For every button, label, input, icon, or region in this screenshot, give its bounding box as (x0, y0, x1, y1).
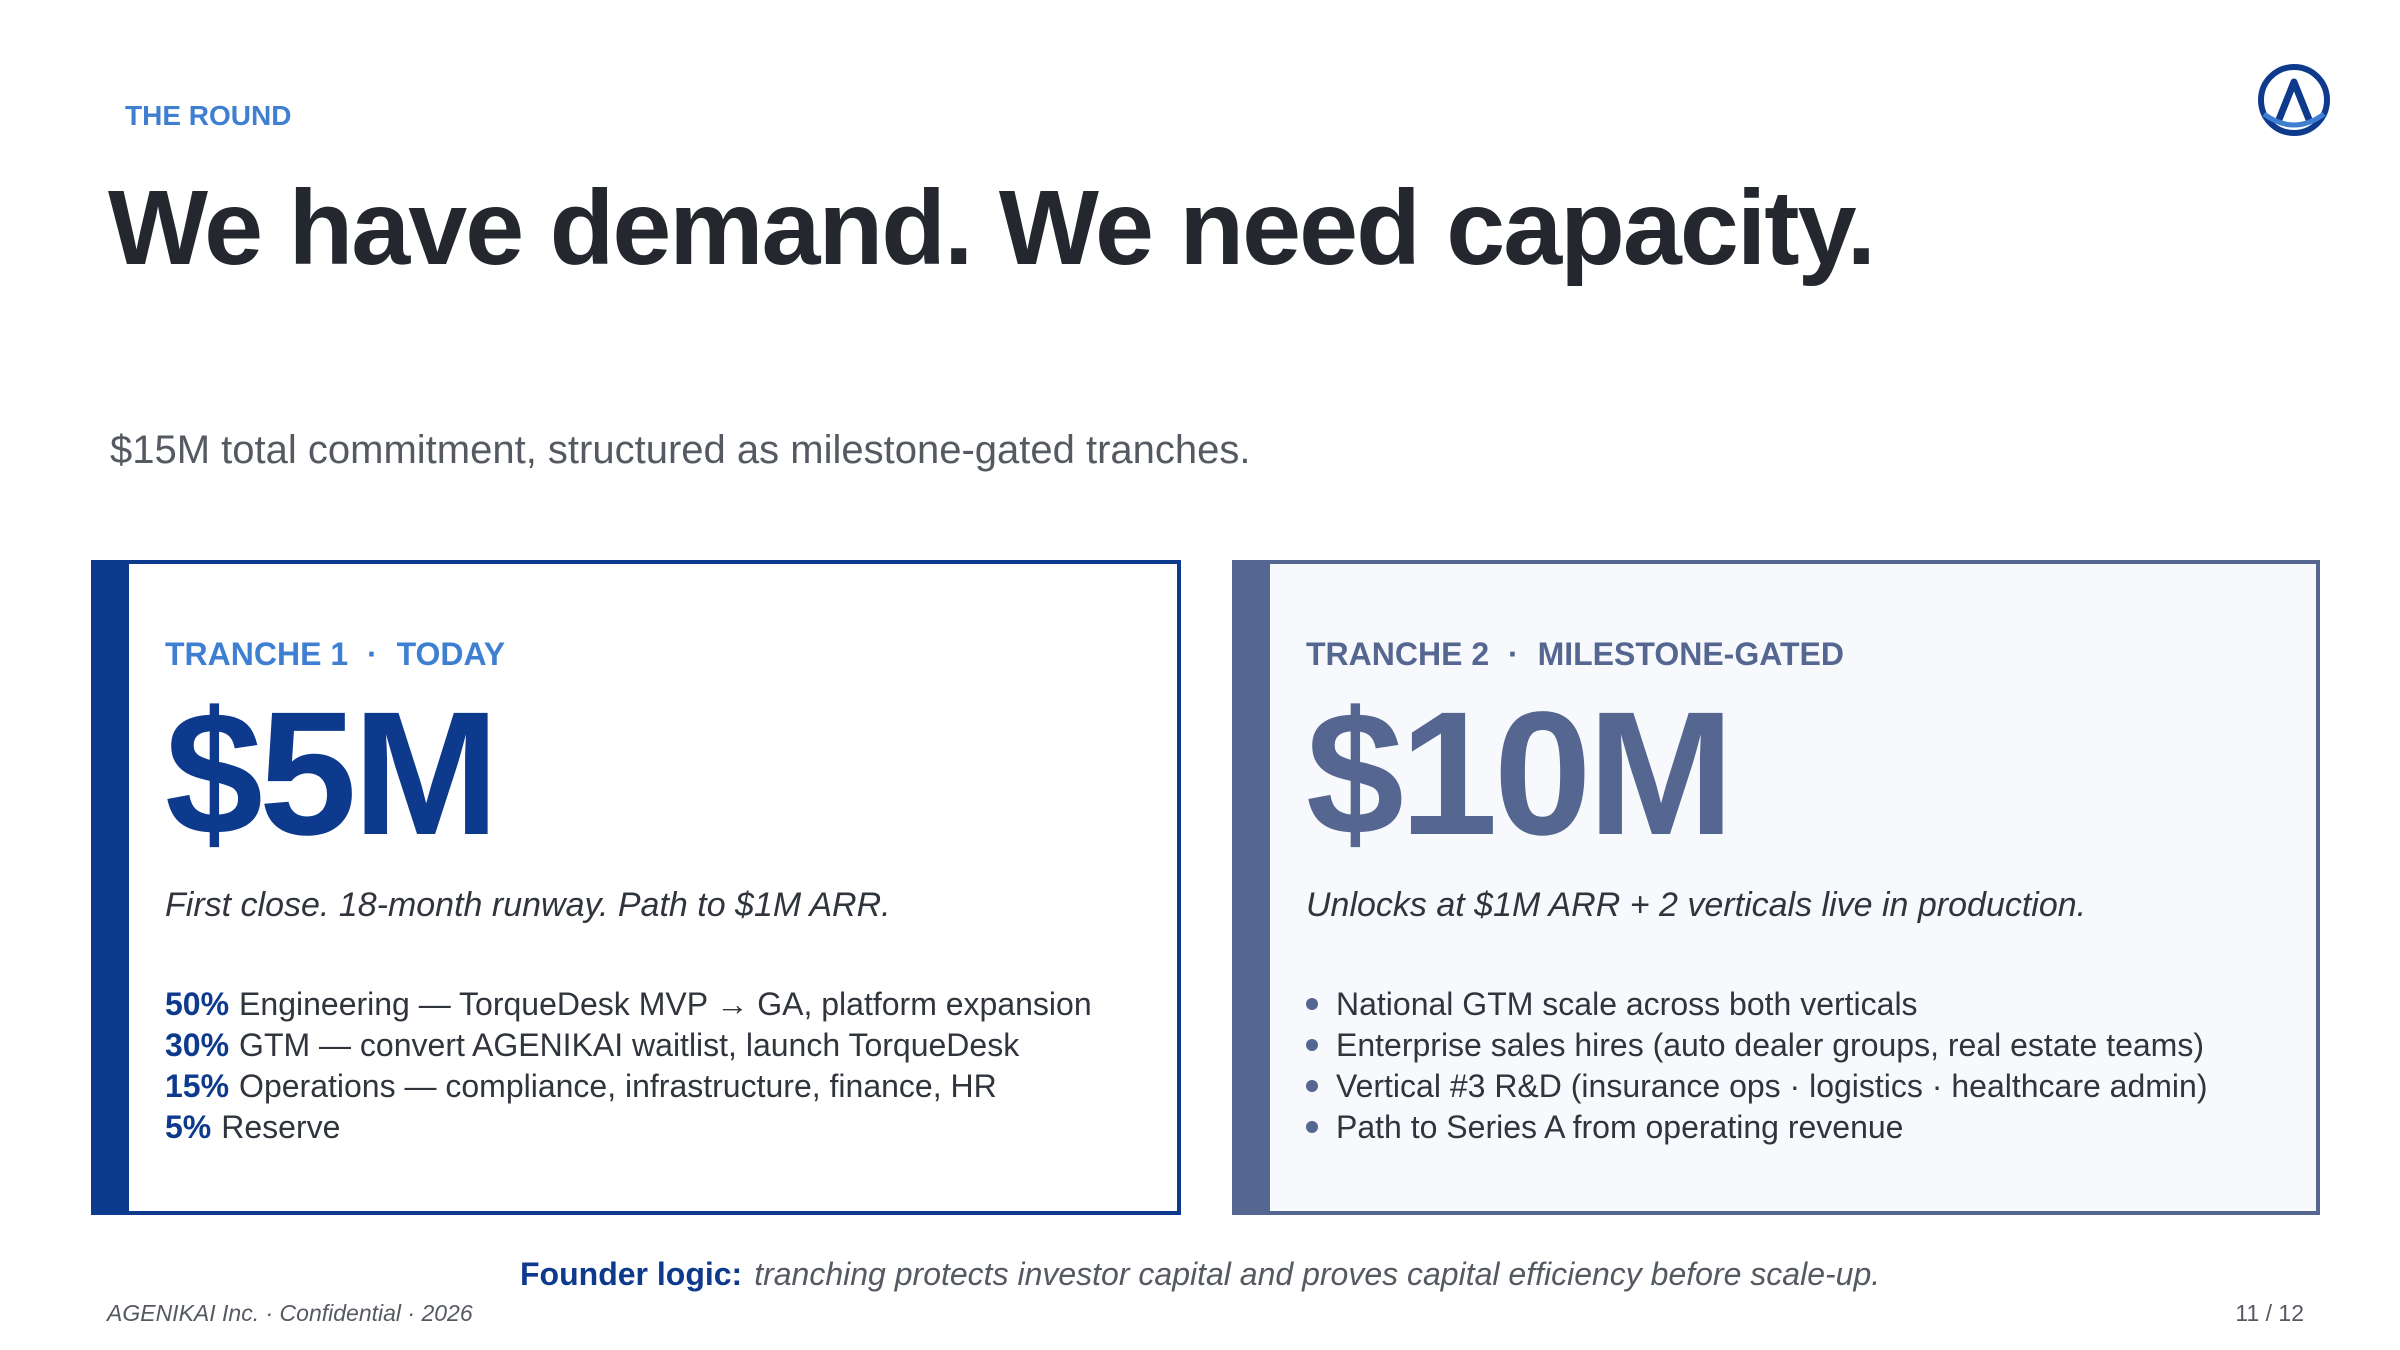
tranche-1-label-separator: · (367, 636, 378, 672)
founder-logic-text: tranching protects investor capital and proves capital efficiency before scale-up. (754, 1256, 1881, 1292)
agenikai-logo-icon (2256, 62, 2332, 138)
tranche-1-accent-bar (95, 564, 129, 1211)
footer-confidential: AGENIKAI Inc. · Confidential · 2026 (107, 1300, 473, 1326)
bullet-dot-icon (1306, 1039, 1318, 1051)
tranche-1-content (129, 564, 1177, 1211)
tranche-2-card (1232, 560, 2320, 1215)
allocation-percent: 15% (165, 1068, 230, 1104)
tranche-1-card (91, 560, 1181, 1215)
tranche-1-amount: $5M (165, 676, 496, 872)
allocation-percent: 5% (165, 1109, 212, 1145)
allocation-percent: 50% (165, 986, 230, 1022)
tranche-2-amount: $10M (1306, 676, 1731, 872)
founder-logic-note (520, 1256, 1880, 1293)
tranche-2-label (1306, 636, 1844, 673)
allocation-text: Engineering — TorqueDesk MVP → GA, platform expansion (239, 986, 1092, 1022)
tranche-1-label (165, 636, 505, 673)
allocation-percent: 30% (165, 1027, 230, 1063)
tranche-2-label-name: TRANCHE 2 (1306, 636, 1490, 672)
tranche-2-label-separator: · (1508, 636, 1519, 672)
allocation-item (165, 1025, 1092, 1066)
list-item-text: Enterprise sales hires (auto dealer groups, real estate teams) (1336, 1027, 2204, 1063)
list-item-text: Vertical #3 R&D (insurance ops · logistics · healthcare admin) (1336, 1068, 2208, 1104)
bullet-dot-icon (1306, 1080, 1318, 1092)
tranche-2-content (1270, 564, 2316, 1211)
founder-logic-label: Founder logic: (520, 1256, 743, 1292)
section-eyebrow: THE ROUND (125, 100, 292, 131)
allocation-item (165, 1107, 1092, 1148)
list-item-text: National GTM scale across both verticals (1336, 986, 1918, 1022)
tranche-1-label-status: TODAY (396, 636, 506, 672)
list-item (1306, 1107, 2207, 1148)
tranche-2-label-status: MILESTONE-GATED (1537, 636, 1844, 672)
list-item (1306, 984, 2207, 1025)
allocation-item (165, 1066, 1092, 1107)
page-title: We have demand. We need capacity. (108, 169, 1875, 287)
page-subtitle: $15M total commitment, structured as milestone-gated tranches. (110, 428, 1251, 472)
allocation-item (165, 984, 1092, 1025)
allocation-text: GTM — convert AGENIKAI waitlist, launch TorqueDesk (239, 1027, 1020, 1063)
allocation-text: Operations — compliance, infrastructure, finance, HR (239, 1068, 997, 1104)
tranche-2-accent-bar (1236, 564, 1270, 1211)
tranche-1-tagline: First close. 18-month runway. Path to $1M ARR. (165, 886, 891, 924)
bullet-dot-icon (1306, 998, 1318, 1010)
tranche-2-item-list (1306, 984, 2207, 1148)
tranche-1-allocation-list (165, 984, 1092, 1148)
list-item (1306, 1066, 2207, 1107)
list-item (1306, 1025, 2207, 1066)
list-item-text: Path to Series A from operating revenue (1336, 1109, 1904, 1145)
bullet-dot-icon (1306, 1121, 1318, 1133)
allocation-text: Reserve (221, 1109, 341, 1145)
page-number: 11 / 12 (2235, 1300, 2304, 1326)
tranche-1-label-name: TRANCHE 1 (165, 636, 349, 672)
tranche-2-tagline: Unlocks at $1M ARR + 2 verticals live in production. (1306, 886, 2087, 924)
